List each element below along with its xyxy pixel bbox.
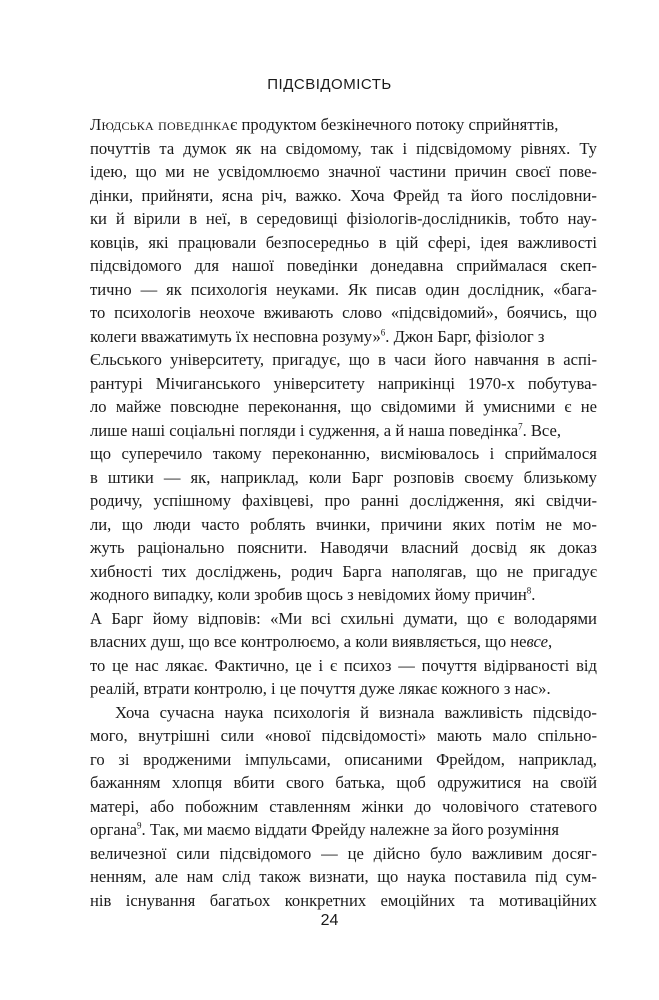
word: володарями (513, 608, 597, 628)
word: скеп- (560, 256, 597, 275)
word: як (529, 538, 546, 557)
word: родичу, (90, 491, 143, 510)
word: «Ми (270, 608, 302, 628)
word: є (329, 655, 338, 675)
word: вживають (263, 303, 334, 322)
word: нашої (231, 256, 274, 275)
word: суперечило (121, 444, 203, 463)
word: також (259, 867, 301, 886)
word: Фактично, (214, 655, 289, 675)
word: «бага- (553, 279, 597, 299)
word: — (321, 843, 338, 863)
word: Фрейдом, (436, 749, 505, 769)
text-line (90, 607, 597, 631)
word: слово (342, 303, 383, 322)
word: сум- (565, 867, 597, 886)
word: емоційних (380, 890, 456, 910)
word: дослідник, (468, 279, 545, 299)
word: не (193, 162, 210, 181)
word: то (90, 655, 106, 675)
word: нау- (567, 209, 597, 228)
text-line (90, 395, 597, 419)
text-line (90, 865, 597, 889)
word: тично (90, 279, 132, 299)
word: про (324, 491, 351, 510)
word: що (348, 350, 370, 369)
word: умисними (483, 397, 556, 416)
word: досвід (471, 538, 517, 557)
word: свідомому, (285, 138, 362, 158)
text-line (90, 748, 597, 772)
word: А (90, 608, 102, 628)
word: як, (190, 467, 211, 487)
word: жуть (90, 538, 125, 557)
text-line (90, 348, 597, 372)
text-line (90, 842, 597, 866)
word: поведінки (286, 256, 358, 275)
text-line (90, 207, 597, 231)
word: та (447, 185, 463, 205)
word: але (154, 867, 179, 886)
lead-in: Людська поведінка (90, 115, 231, 134)
word: своєму (464, 467, 514, 487)
text-line: колеги вважатимуть їх несповна розуму»$^6$. Джон Барг, фізіолог з (90, 326, 545, 346)
word: ідея (480, 232, 509, 252)
word: розповів (393, 467, 455, 487)
word: переконання, (248, 397, 342, 416)
word: яких (452, 514, 486, 534)
word: безпосередньо (265, 232, 370, 252)
word: такому (212, 444, 262, 463)
text-line (90, 231, 597, 255)
word: Хоча (115, 702, 150, 722)
word: величезної (90, 843, 167, 863)
word: — (163, 467, 181, 487)
word: для (194, 256, 219, 275)
word: важливим (471, 843, 543, 863)
word: сприймалося (504, 444, 597, 463)
word: боячись, (506, 303, 568, 322)
text-line (90, 536, 597, 560)
word: як (166, 279, 182, 299)
word: наука (224, 702, 264, 722)
word: сучасна (159, 702, 215, 722)
word: ненням, (90, 867, 147, 886)
word: це (295, 655, 312, 675)
word: є (497, 608, 505, 628)
word: на (532, 773, 549, 792)
word: лякає. (165, 655, 208, 675)
word: дослідження, (409, 491, 504, 510)
word: мають (437, 726, 482, 745)
word: в (378, 350, 386, 369)
word: спільно- (537, 726, 597, 745)
word: які (514, 491, 536, 510)
word: сили (176, 843, 210, 863)
word: й (465, 397, 474, 416)
text-line (90, 301, 597, 325)
word: на (260, 138, 277, 158)
word: висміювалось (380, 444, 480, 463)
word: й (360, 702, 369, 722)
text-line (90, 372, 597, 396)
word: і (318, 655, 324, 675)
word: до (414, 796, 432, 816)
word: тих (162, 561, 187, 581)
word: жінки (361, 796, 404, 816)
word: не (506, 561, 524, 581)
word: як (235, 138, 252, 158)
word: психологів (114, 303, 191, 322)
word: часи (394, 350, 427, 369)
word: роблять (250, 514, 306, 534)
footnote-mark[interactable]: 8 (526, 585, 532, 596)
word: вбити (233, 773, 275, 792)
word: в (189, 209, 198, 228)
word: ло (90, 397, 107, 416)
text-line: органа$^9$. Так, ми маємо віддати Фрейду належне за його розуміння (90, 820, 560, 839)
word: і (402, 138, 408, 158)
word: в (378, 232, 387, 252)
word: Ту (579, 138, 597, 158)
word: дінки, (90, 185, 134, 205)
word: було (430, 843, 462, 863)
text-line (90, 771, 597, 795)
word: зі (118, 749, 130, 769)
word: го (90, 749, 105, 769)
word: ковців, (90, 232, 139, 252)
word: університету (273, 373, 365, 393)
word: думати, (403, 608, 458, 628)
word: ми (165, 162, 185, 181)
word: ясна (221, 185, 253, 205)
word: дійсно (373, 843, 421, 863)
word: підсвідомого (90, 256, 182, 275)
word: які (148, 232, 169, 252)
word: свідчи- (545, 491, 597, 510)
word: під (535, 867, 558, 886)
word: вчинки, (315, 514, 371, 534)
word: власний (401, 538, 459, 557)
word: визнала (379, 702, 435, 722)
word: сприймалася (456, 256, 548, 275)
word: послідовни- (511, 185, 597, 205)
word: причини (380, 514, 442, 534)
word: та (469, 890, 485, 910)
word: побожним (185, 796, 259, 816)
word: описаними (344, 749, 423, 769)
word: внутрішні (138, 726, 210, 745)
word: переконанню, (272, 444, 371, 463)
word: мо- (572, 514, 597, 534)
text-line: лише наші соціальні погляди і судження, а й наша поведінка$^7$. Все, (90, 420, 562, 440)
word: відірваності (483, 655, 570, 675)
italic-word: все (526, 632, 549, 651)
word: і (489, 444, 495, 463)
word: підсвідо- (532, 702, 597, 722)
word: це (112, 655, 129, 675)
word: одружитися (437, 773, 522, 792)
text-line (90, 560, 597, 584)
word: в (239, 209, 248, 228)
word: частини (389, 162, 447, 181)
word: що (575, 303, 597, 322)
word: цій (396, 232, 419, 252)
word: пояснити. (237, 538, 308, 557)
text-line (90, 513, 597, 537)
text-line (90, 442, 597, 466)
body-text (90, 113, 597, 912)
running-head: ПІДСВІДОМІСТЬ (267, 76, 392, 93)
word: психологія (190, 279, 268, 299)
word: підсвідомому (416, 138, 512, 158)
word: психоз (343, 655, 392, 675)
word: є (564, 397, 572, 416)
word: мало (492, 726, 527, 745)
word: — (398, 655, 415, 675)
word: неохоче (199, 303, 255, 322)
word: в (90, 467, 98, 487)
word: наполягав, (391, 561, 467, 581)
word: Наводячи (320, 538, 389, 557)
word: психологія (273, 702, 350, 722)
word: що (350, 397, 372, 416)
word: відповів: (197, 608, 261, 628)
word: свого (285, 773, 325, 792)
word: коли (308, 467, 342, 487)
word: нів (90, 890, 112, 910)
word: бажанням (90, 773, 161, 792)
word: що (466, 608, 489, 628)
word: раціонально (137, 538, 225, 557)
word: потім (495, 514, 536, 534)
word: середовищі (256, 209, 338, 228)
word: чоловічого (442, 796, 519, 816)
word: імпульсами, (244, 749, 331, 769)
word: то (90, 303, 106, 322)
word: думок (183, 138, 227, 158)
word: мого, (90, 726, 128, 745)
word: наприклад, (220, 467, 299, 487)
word: «нової (264, 726, 311, 745)
word: сили (220, 726, 255, 745)
page-number: 24 (320, 912, 339, 929)
word: Мічиганського (155, 373, 261, 393)
text-line: реалій, втрати контролю, і це почуття дуже лякає кожного з нас». (90, 679, 551, 698)
text-line (90, 466, 597, 490)
text-line: власних душ, що все контролюємо, а коли виявляється, що невсе, (90, 632, 553, 651)
text-line (90, 278, 597, 302)
word: Барга (342, 561, 382, 581)
word: важко. (295, 185, 342, 205)
word: й (115, 209, 125, 228)
word: причин (454, 162, 507, 181)
word: його (434, 350, 467, 369)
word: свідомими (380, 397, 456, 416)
word: вірили (133, 209, 181, 228)
word: штики (107, 467, 154, 487)
text-line (90, 889, 597, 913)
word: 1970-х (467, 373, 515, 393)
word: та (159, 138, 175, 158)
word: визнати, (309, 867, 369, 886)
word: річ, (261, 185, 287, 205)
word: тобто (519, 209, 559, 228)
word: фізіологів-дослідників, (346, 209, 511, 228)
word: статевого (529, 796, 597, 816)
word: батька, (335, 773, 385, 792)
word: що (476, 561, 498, 581)
word: ідею, (90, 162, 127, 181)
text-line (90, 160, 597, 184)
word: — (140, 279, 158, 299)
word: конкретних (284, 890, 367, 910)
word: «підсвідомий», (390, 303, 498, 322)
word: або (149, 796, 175, 816)
word: нам (186, 867, 214, 886)
word: важливість (444, 702, 523, 722)
word: йому (152, 608, 189, 628)
word: ранні (360, 491, 399, 510)
word: щоб (396, 773, 426, 792)
word: рівнях. (520, 138, 571, 158)
word: важливості (517, 232, 597, 252)
word: не (580, 397, 597, 416)
word: аспі- (563, 350, 597, 369)
footnote-mark[interactable]: 6 (380, 326, 386, 337)
word: побутува- (527, 373, 597, 393)
word: повсюдне (170, 397, 239, 416)
word: що (121, 514, 143, 534)
word: Як (347, 279, 368, 299)
word: Хоча (349, 185, 385, 205)
word: писав (375, 279, 417, 299)
word: один (425, 279, 460, 299)
word: рантурі (90, 373, 143, 393)
word: наука (406, 867, 446, 886)
text-line (90, 137, 597, 161)
word: його (470, 185, 503, 205)
word: це (347, 843, 364, 863)
word: матері, (90, 796, 139, 816)
footnote-mark[interactable]: 7 (518, 420, 523, 431)
text-line (90, 489, 597, 513)
word: підсвідомого (219, 843, 312, 863)
word: від (576, 655, 597, 675)
word: нас (135, 655, 159, 675)
word: Барг (111, 608, 144, 628)
word: вродженими (143, 749, 232, 769)
word: Фрейд (392, 185, 440, 205)
word: неуками. (276, 279, 339, 299)
word: люди (153, 514, 191, 534)
word: схильні (340, 608, 395, 628)
word: працювали (178, 232, 257, 252)
word: сфері, (427, 232, 471, 252)
word: поставила (454, 867, 527, 886)
word: навчання (474, 350, 539, 369)
word: своїй (560, 773, 597, 792)
word: університету, (170, 350, 265, 369)
word: наприклад, (518, 749, 597, 769)
word: пове- (559, 162, 597, 181)
word: мотиваційних (498, 890, 597, 910)
word: родич (290, 561, 333, 581)
word: всі (311, 608, 332, 628)
text-line (90, 254, 597, 278)
word: що (377, 867, 399, 886)
text-line: жодного випадку, коли зробив щось з невідомих йому причин$^8$. (90, 585, 536, 604)
word: часто (201, 514, 240, 534)
word: що (135, 162, 157, 181)
word: донедавна (370, 256, 444, 275)
word: існування (125, 890, 196, 910)
word: не (545, 514, 563, 534)
word: ставленням (269, 796, 351, 816)
word: прийняти, (141, 185, 214, 205)
word: ли, (90, 514, 112, 534)
text-line (90, 795, 597, 819)
word: доказ (558, 538, 597, 557)
word: своєї (515, 162, 551, 181)
word: значної (328, 162, 381, 181)
word: Барг (351, 467, 384, 487)
word: в (547, 350, 555, 369)
word: фахівцеві, (241, 491, 314, 510)
word: слід (222, 867, 251, 886)
footnote-mark[interactable]: 9 (137, 820, 142, 831)
word: Єльського (90, 350, 162, 369)
word: успішному (153, 491, 232, 510)
word: пригадує, (272, 350, 341, 369)
word: неї, (205, 209, 231, 228)
word: наприкінці (377, 373, 455, 393)
word: підсвідомості» (321, 726, 427, 745)
word: почуттів (90, 138, 151, 158)
text-line (90, 184, 597, 208)
word: досяг- (552, 843, 597, 863)
word: хибності (90, 561, 153, 581)
paragraph-start-line (90, 701, 597, 725)
text-line (90, 654, 597, 678)
word: хлопця (171, 773, 223, 792)
word: майже (115, 397, 162, 416)
word: пригадує (532, 561, 597, 581)
word: так (370, 138, 394, 158)
text-line: Людська поведінкає продуктом безкінечного потоку сприйняттів, (90, 113, 597, 137)
word: багатьох (209, 890, 271, 910)
text-line (90, 724, 597, 748)
word: що (90, 444, 112, 463)
word: почуття (421, 655, 477, 675)
word: близькому (523, 467, 597, 487)
word: досліджень, (196, 561, 282, 581)
word: усвідомлюємо (218, 162, 320, 181)
word: ки (90, 209, 107, 228)
